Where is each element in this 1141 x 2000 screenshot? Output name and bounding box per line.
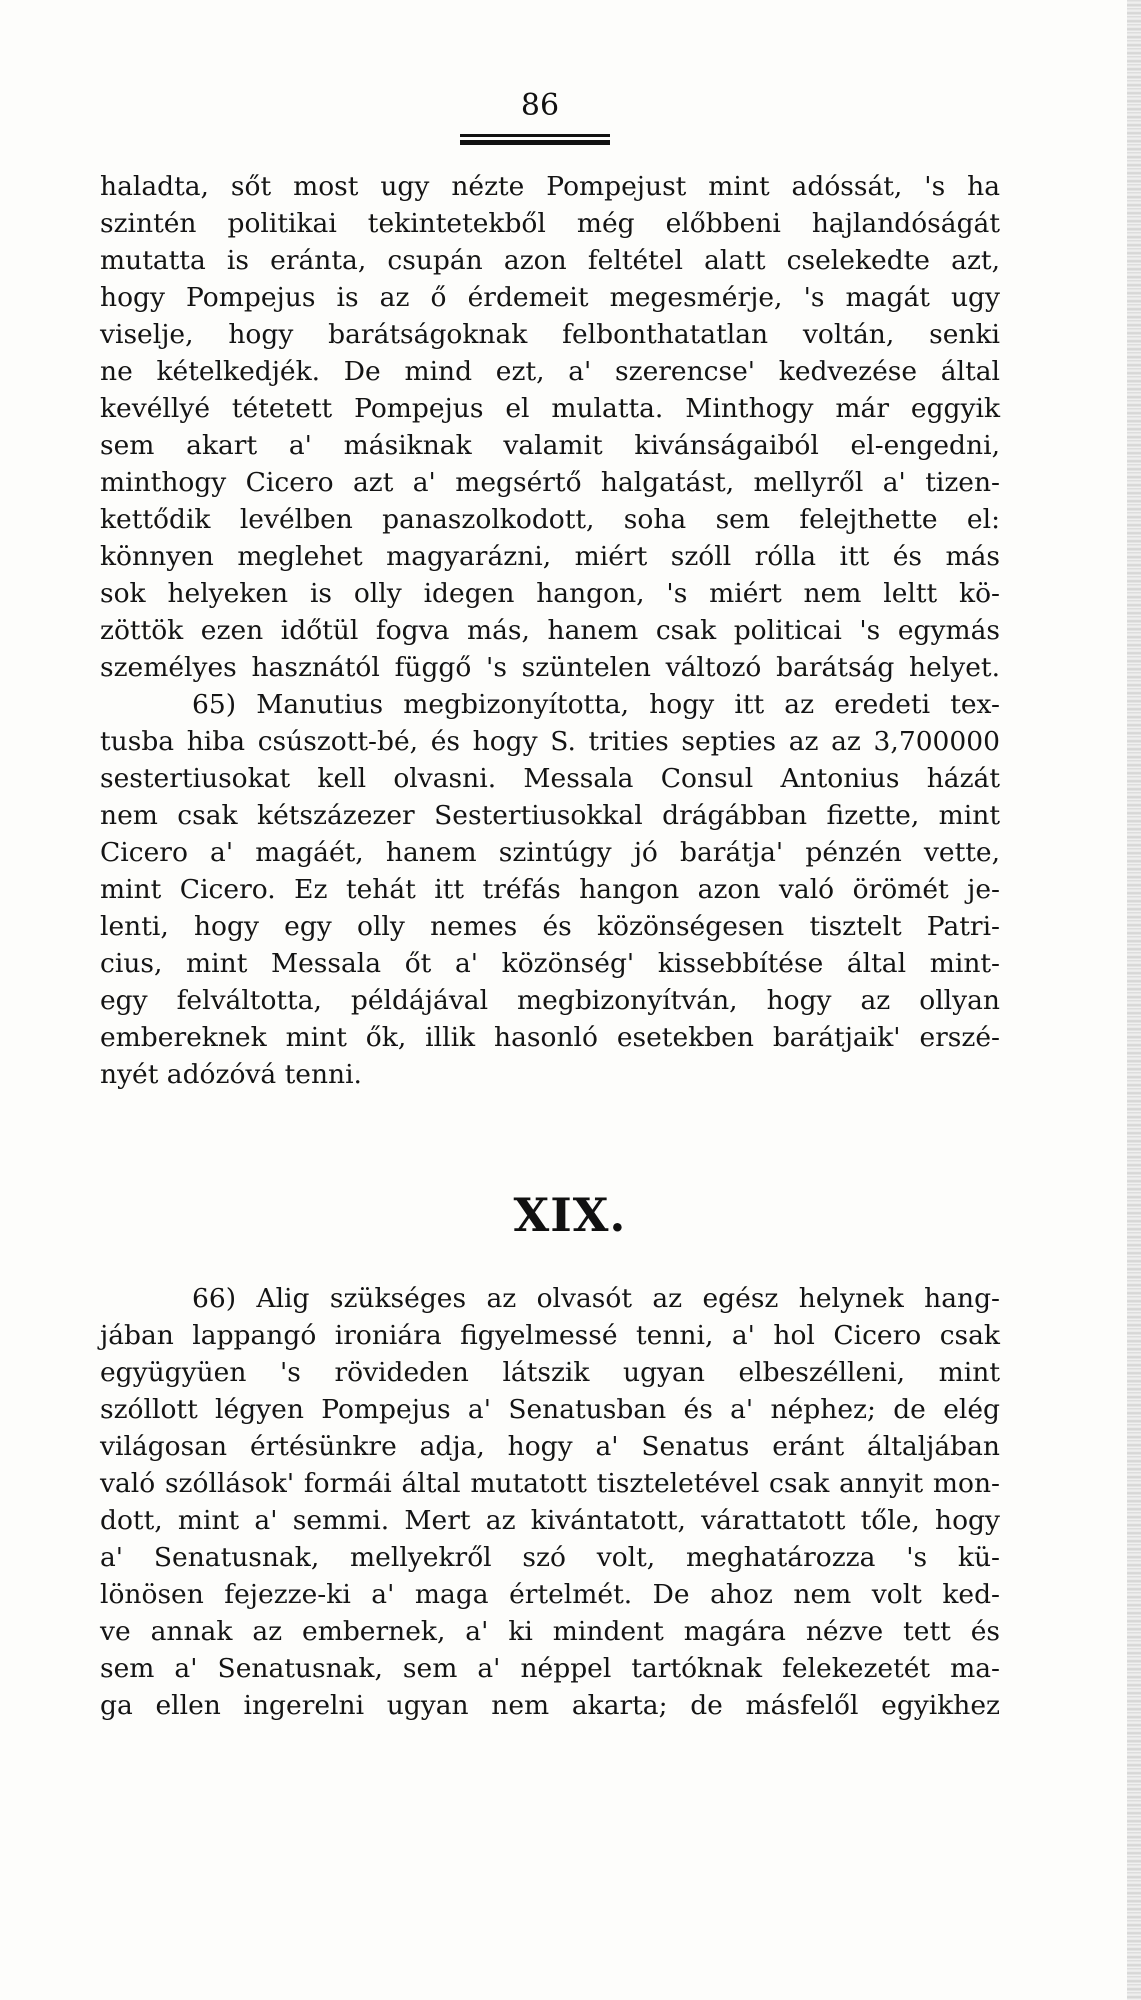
page-number: 86 [520,88,560,123]
text-line: lenti, hogy egy olly nemes és közönségesen tisztelt Patri- [100,911,1000,942]
text-line: tusba hiba csúszott-bé, és hogy S. trities septies az az 3,700000 [100,726,1000,757]
header-rule-thin [460,134,610,137]
text-line: ve annak az embernek, a' ki mindent magára nézve tett és [100,1616,1000,1647]
text-line: minthogy Cicero azt a' megsértő halgatást, mellyről a' tizen- [100,467,1000,498]
text-line: ne kételkedjék. De mind ezt, a' szerencse' kedvezése által [100,356,1000,387]
text-line: szóllott légyen Pompejus a' Senatusban és a' néphez; de elég [100,1394,1000,1425]
text-line: zöttök ezen időtül fogva más, hanem csak politicai 's egymás [100,615,1000,646]
text-line: dott, mint a' semmi. Mert az kivántatott, várattatott tőle, hogy [100,1505,1000,1536]
text-line: embereknek mint ők, illik hasonló esetekben barátjaik' erszé- [100,1022,1000,1053]
text-line: kevéllyé tétetett Pompejus el mulatta. Minthogy már eggyik [100,393,1000,424]
paragraph-64-continuation [100,168,1000,686]
text-line: a' Senatusnak, mellyekről szó volt, meghatározza 's kü- [100,1542,1000,1573]
text-line: haladta, sőt most ugy nézte Pompejust mint adóssát, 's ha [100,171,1000,202]
page-edge-shadow [1127,0,1141,2000]
text-line: hogy Pompejus is az ő érdemeit megesmérje, 's magát ugy [100,282,1000,313]
text-line: sem akart a' másiknak valamit kivánságaiból el-engedni, [100,430,1000,461]
text-line: sok helyeken is olly idegen hangon, 's miért nem leltt kö- [100,578,1000,609]
text-line: mutatta is eránta, csupán azon feltétel alatt cselekedte azt, [100,245,1000,276]
text-line: ga ellen ingerelni ugyan nem akarta; de másfelől egyikhez [100,1690,1000,1721]
text-line: kettődik levélben panaszolkodott, soha sem felejthette el: [100,504,1000,535]
text-line: 65) Manutius megbizonyította, hogy itt az eredeti tex- [192,689,1000,720]
text-line: könnyen meglehet magyarázni, miért szóll rólla itt és más [100,541,1000,572]
text-line: együgyüen 's rövideden látszik ugyan elbeszélleni, mint [100,1357,1000,1388]
text-line: személyes hasznától függő 's szüntelen változó barátság helyet. [100,652,1000,683]
text-line: cius, mint Messala őt a' közönség' kissebbítése által mint- [100,948,1000,979]
text-line: sem a' Senatusnak, sem a' néppel tartóknak felekezetét ma- [100,1653,1000,1684]
text-line: nyét adózóvá tenni. [100,1059,362,1090]
text-line: sestertiusokat kell olvasni. Messala Consul Antonius házát [100,763,1000,794]
text-line: lönösen fejezze-ki a' maga értelmét. De ahoz nem volt ked- [100,1579,1000,1610]
text-line: világosan értésünkre adja, hogy a' Senatus eránt általjában [100,1431,1000,1462]
text-line: mint Cicero. Ez tehát itt tréfás hangon azon való örömét je- [100,874,1000,905]
text-line: jában lappangó ironiára figyelmessé tenni, a' hol Cicero csak [100,1320,1000,1351]
text-line: szintén politikai tekintetekből még előbbeni hajlandóságát [100,208,1000,239]
text-line: Cicero a' magáét, hanem szintúgy jó barátja' pénzén vette, [100,837,1000,868]
text-line: egy felváltotta, példájával megbizonyítván, hogy az ollyan [100,985,1000,1016]
text-line: 66) Alig szükséges az olvasót az egész helynek hang- [192,1283,1000,1314]
chapter-heading: XIX. [513,1188,627,1242]
header-rule-thick [460,140,610,145]
note-66 [100,1280,1000,1724]
text-line: való szóllások' formái által mutatott tiszteletével csak annyit mon- [100,1468,1000,1499]
text-line: nem csak kétszázezer Sestertiusokkal drágábban fizette, mint [100,800,1000,831]
note-65 [100,686,1000,1093]
text-line: viselje, hogy barátságoknak felbonthatatlan voltán, senki [100,319,1000,350]
